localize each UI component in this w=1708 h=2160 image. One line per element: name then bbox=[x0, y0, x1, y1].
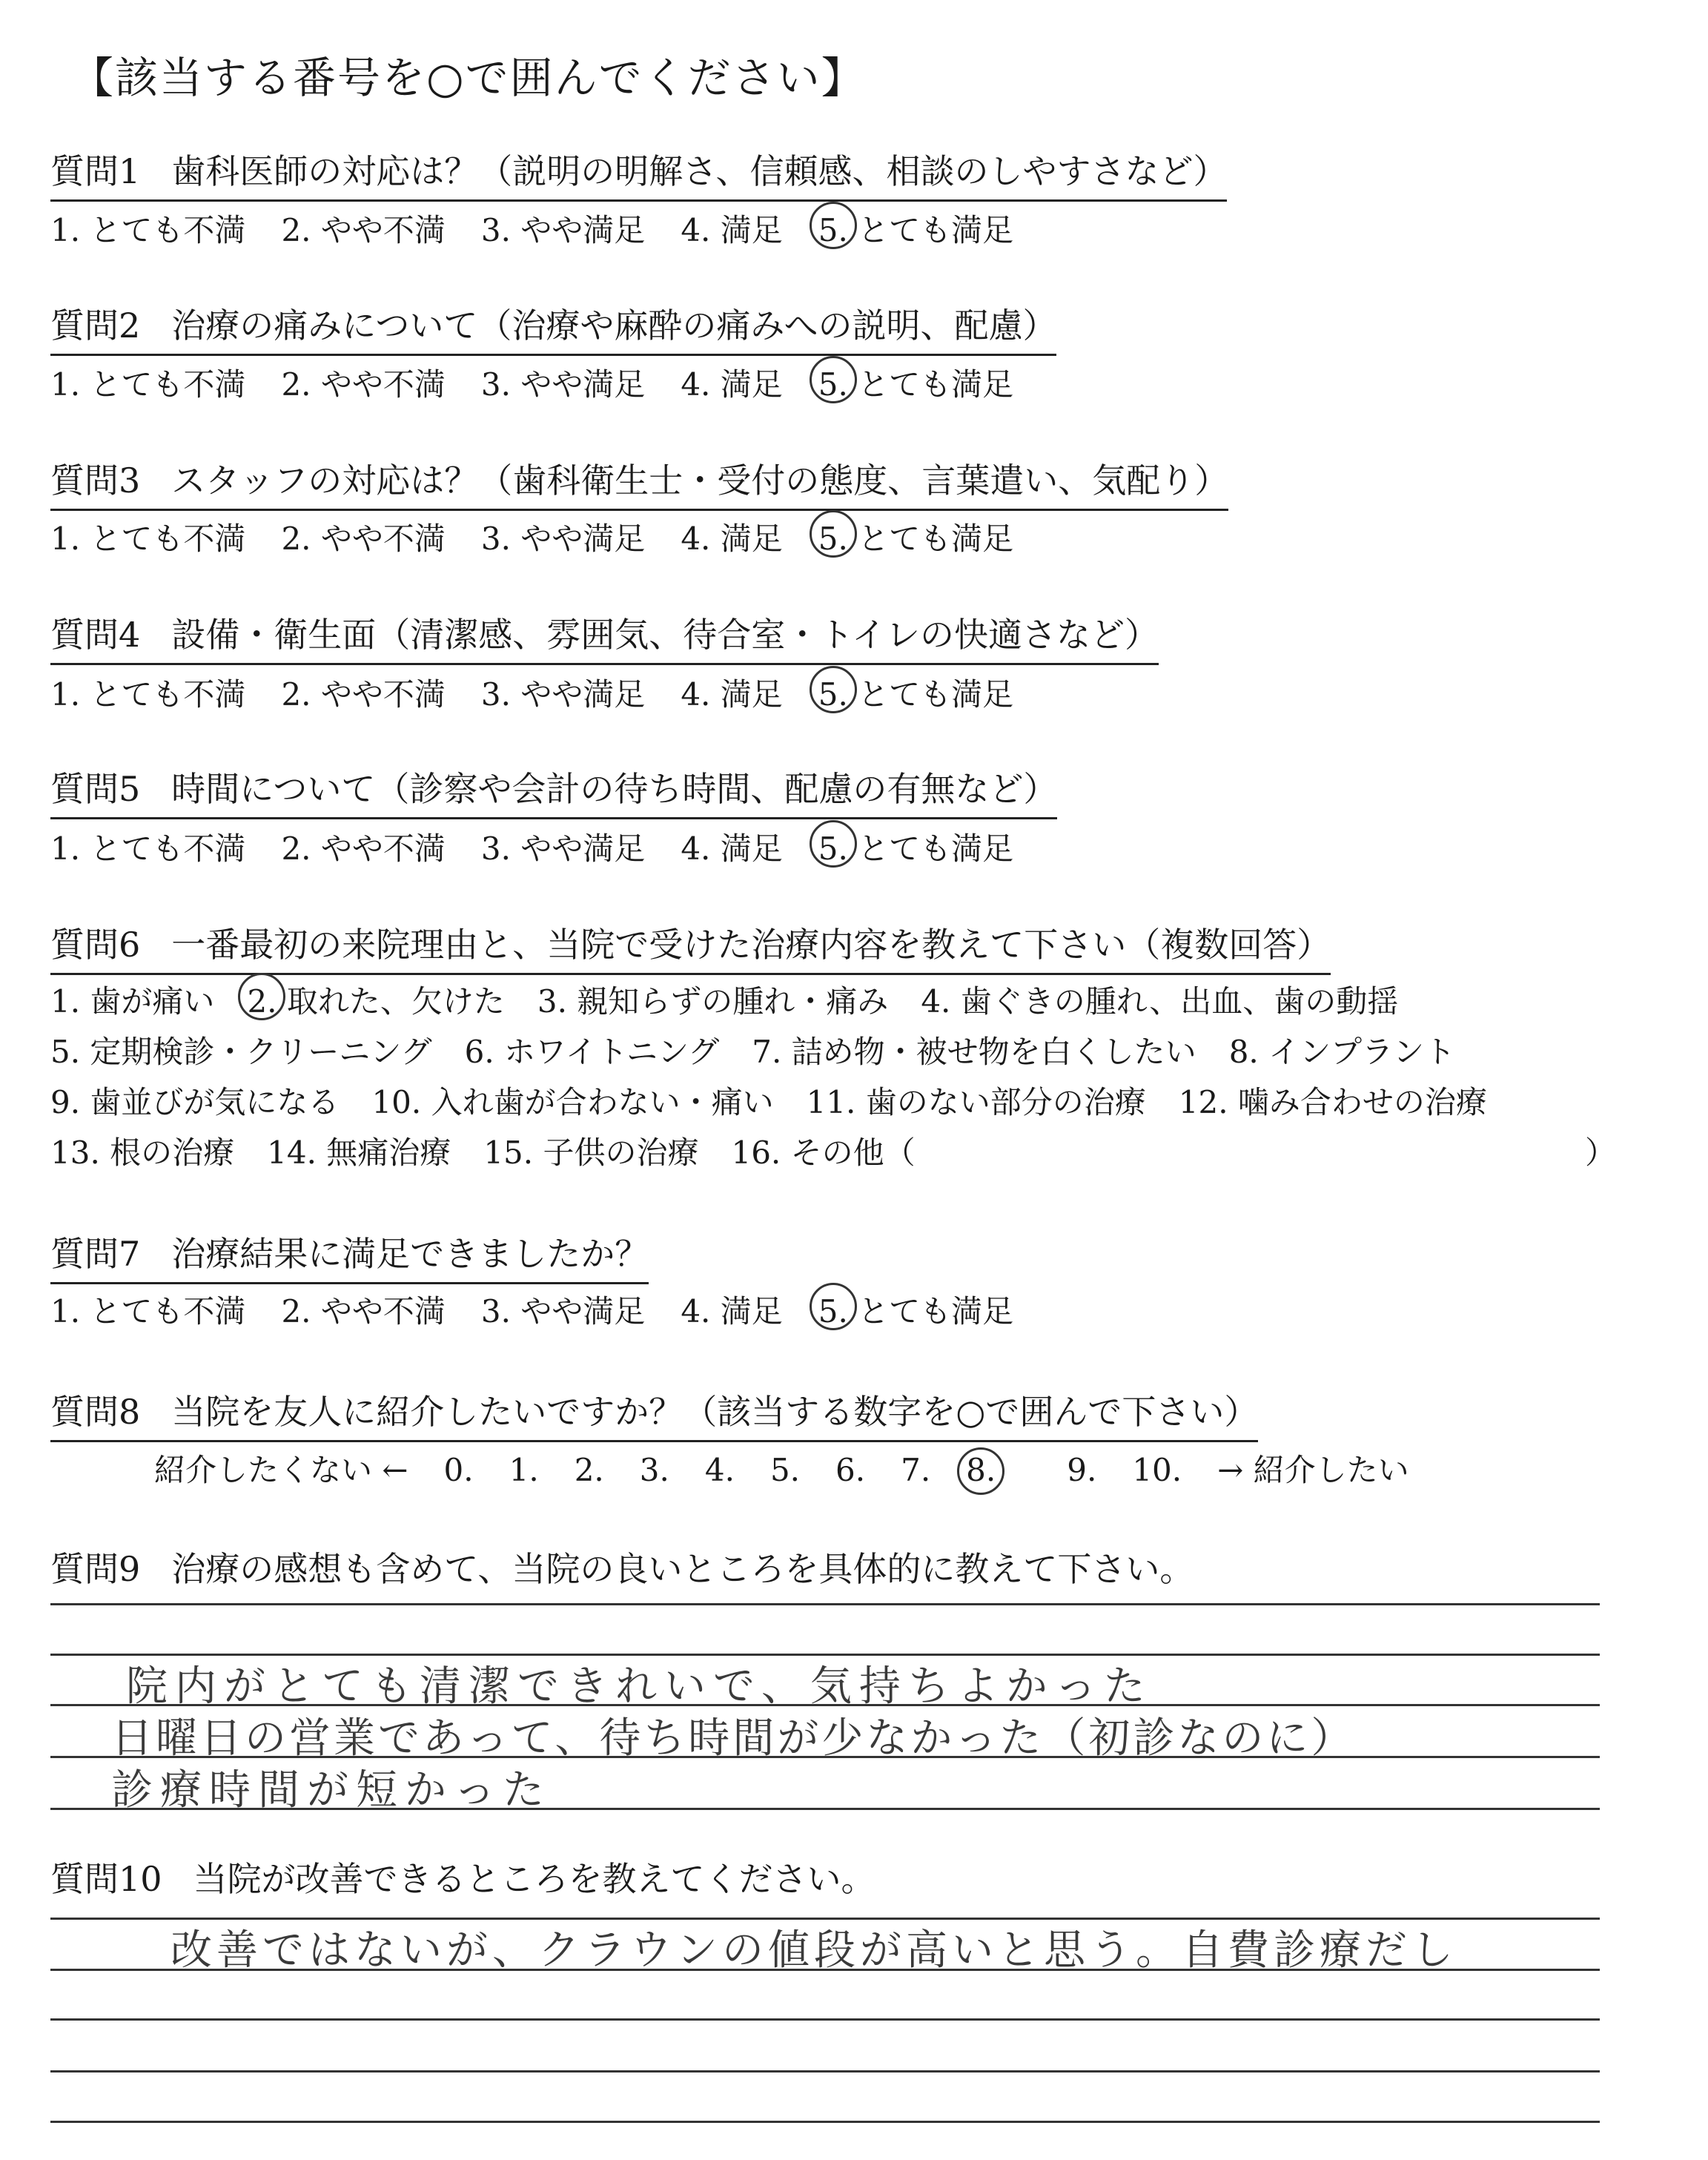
q10-answer[interactable]: 改善ではないが、クラウンの値段が高いと思う。自費診療だし bbox=[171, 1926, 1457, 1975]
q6-option-8[interactable]: 8. インプラント bbox=[1228, 1034, 1456, 1070]
question-3: 質問3 スタッフの対応は？（歯科衛生士・受付の態度、言葉遣い、気配り） bbox=[50, 454, 1228, 511]
q5-option-1[interactable]: 1. とても不満 bbox=[50, 830, 246, 867]
q2-options bbox=[50, 360, 1049, 405]
q3-option-1[interactable]: 1. とても不満 bbox=[50, 521, 246, 557]
q6-option-11[interactable]: 11. 歯のない部分の治療 bbox=[806, 1084, 1146, 1120]
q7-options bbox=[50, 1287, 1049, 1332]
q6-option-12[interactable]: 12. 噛み合わせの治療 bbox=[1178, 1084, 1487, 1120]
q4-option-4[interactable]: 4. 満足 bbox=[681, 676, 783, 713]
q7-option-5[interactable]: 5. とても満足 bbox=[818, 1287, 1013, 1332]
answer-line bbox=[50, 2018, 1600, 2021]
q6-option-4[interactable]: 4. 歯ぐきの腫れ、出血、歯の動揺 bbox=[921, 983, 1399, 1020]
q6-option-1[interactable]: 1. 歯が痛い bbox=[50, 983, 215, 1020]
scale-right-label: → 紹介したい bbox=[1217, 1452, 1409, 1488]
q7-option-1[interactable]: 1. とても不満 bbox=[50, 1293, 246, 1330]
question-8: 質問8 当院を友人に紹介したいですか？（該当する数字を○で囲んで下さい） bbox=[50, 1385, 1258, 1442]
q8-scale bbox=[154, 1446, 1445, 1490]
q3-option-4[interactable]: 4. 満足 bbox=[681, 521, 783, 557]
scale-left-label: 紹介したくない ← bbox=[154, 1452, 408, 1488]
q4-option-1[interactable]: 1. とても不満 bbox=[50, 676, 246, 713]
q6-option-13[interactable]: 13. 根の治療 bbox=[50, 1135, 235, 1171]
answer-line bbox=[50, 2070, 1600, 2073]
q1-options bbox=[50, 206, 1049, 251]
q4-option-5[interactable]: 5. とても満足 bbox=[818, 670, 1013, 715]
selection-circle bbox=[238, 973, 285, 1020]
scale-1[interactable]: 1. bbox=[509, 1452, 539, 1488]
q1-option-5[interactable]: 5. とても満足 bbox=[818, 206, 1013, 251]
selection-circle bbox=[810, 1283, 857, 1330]
q3-option-3[interactable]: 3. やや満足 bbox=[480, 521, 646, 557]
selection-circle bbox=[810, 202, 857, 249]
q6-option-14[interactable]: 14. 無痛治療 bbox=[267, 1135, 451, 1171]
scale-5[interactable]: 5. bbox=[769, 1452, 801, 1488]
q5-options bbox=[50, 825, 1049, 869]
question-1: 質問1 歯科医師の対応は？（説明の明解さ、信頼感、相談のしやすさなど） bbox=[50, 145, 1227, 202]
q6-row-3 bbox=[50, 1078, 1520, 1123]
question-10: 質問10 当院が改善できるところを教えてください。 bbox=[50, 1859, 875, 1899]
q5-option-3[interactable]: 3. やや満足 bbox=[480, 830, 646, 867]
q2-option-1[interactable]: 1. とても不満 bbox=[50, 366, 246, 403]
q9-answer-line-1[interactable]: 院内がとても清潔できれいで、気持ちよかった bbox=[126, 1662, 1153, 1711]
q9-answer-line-2[interactable]: 日曜日の営業であって、待ち時間が少なかった（初診なのに） bbox=[111, 1714, 1356, 1763]
answer-line bbox=[50, 1603, 1600, 1605]
q7-option-3[interactable]: 3. やや満足 bbox=[480, 1293, 646, 1330]
q3-options bbox=[50, 515, 1049, 559]
q7-option-4[interactable]: 4. 満足 bbox=[681, 1293, 783, 1330]
question-5: 質問5 時間について（診察や会計の待ち時間、配慮の有無など） bbox=[50, 762, 1057, 819]
scale-7[interactable]: 7. bbox=[901, 1452, 931, 1488]
q2-option-5[interactable]: 5. とても満足 bbox=[818, 360, 1013, 405]
q6-option-16[interactable]: 16. その他（ bbox=[731, 1135, 916, 1171]
question-6: 質問6 一番最初の来院理由と、当院で受けた治療内容を教えて下さい（複数回答） bbox=[50, 918, 1331, 975]
question-9: 質問9 治療の感想も含めて、当院の良いところを具体的に教えて下さい。 bbox=[50, 1549, 1194, 1589]
q6-option-9[interactable]: 9. 歯並びが気になる bbox=[50, 1084, 340, 1120]
question-7: 質問7 治療結果に満足できましたか？ bbox=[50, 1227, 649, 1284]
q9-answer-line-3[interactable]: 診療時間が短かった bbox=[111, 1766, 552, 1814]
form-title: 【該当する番号を○で囲んでください】 bbox=[70, 53, 866, 103]
q6-option-3[interactable]: 3. 親知らずの腫れ・痛み bbox=[537, 983, 889, 1020]
q5-option-4[interactable]: 4. 満足 bbox=[681, 830, 783, 867]
scale-0[interactable]: 0. bbox=[443, 1452, 474, 1488]
other-close-paren: ） bbox=[1585, 1135, 1617, 1171]
q1-option-2[interactable]: 2. やや不満 bbox=[281, 212, 446, 248]
q1-option-3[interactable]: 3. やや満足 bbox=[480, 212, 646, 248]
q6-row-1 bbox=[50, 977, 1431, 1022]
q6-option-5[interactable]: 5. 定期検診・クリーニング bbox=[50, 1034, 432, 1070]
scale-10[interactable]: 10. bbox=[1132, 1452, 1182, 1488]
q6-option-15[interactable]: 15. 子供の治療 bbox=[483, 1135, 699, 1171]
q4-options bbox=[50, 670, 1049, 715]
q1-option-1[interactable]: 1. とても不満 bbox=[50, 212, 246, 248]
q7-option-2[interactable]: 2. やや不満 bbox=[281, 1293, 446, 1330]
q4-option-3[interactable]: 3. やや満足 bbox=[480, 676, 646, 713]
q5-option-2[interactable]: 2. やや不満 bbox=[281, 830, 446, 867]
q3-option-5[interactable]: 5. とても満足 bbox=[818, 515, 1013, 559]
q3-option-2[interactable]: 2. やや不満 bbox=[281, 521, 446, 557]
selection-circle bbox=[810, 820, 857, 868]
selection-circle bbox=[810, 510, 857, 558]
q6-option-6[interactable]: 6. ホワイトニング bbox=[464, 1034, 720, 1070]
question-4: 質問4 設備・衛生面（清潔感、雰囲気、待合室・トイレの快適さなど） bbox=[50, 608, 1159, 665]
scale-9[interactable]: 9. bbox=[1067, 1452, 1097, 1488]
q4-option-2[interactable]: 2. やや不満 bbox=[281, 676, 446, 713]
q6-option-2[interactable]: 2. 取れた、欠けた bbox=[247, 977, 504, 1022]
answer-line bbox=[50, 2121, 1600, 2123]
q2-option-2[interactable]: 2. やや不満 bbox=[281, 366, 446, 403]
scale-2[interactable]: 2. bbox=[574, 1452, 604, 1488]
selection-circle bbox=[810, 666, 857, 713]
selection-circle bbox=[810, 356, 857, 403]
q5-option-5[interactable]: 5. とても満足 bbox=[818, 825, 1013, 869]
q6-row-4 bbox=[50, 1129, 1617, 1173]
scale-4[interactable]: 4. bbox=[704, 1452, 735, 1488]
scale-6[interactable]: 6. bbox=[835, 1452, 866, 1488]
q2-option-3[interactable]: 3. やや満足 bbox=[480, 366, 646, 403]
q2-option-4[interactable]: 4. 満足 bbox=[681, 366, 783, 403]
scale-3[interactable]: 3. bbox=[639, 1452, 669, 1488]
question-2: 質問2 治療の痛みについて（治療や麻酔の痛みへの説明、配慮） bbox=[50, 299, 1056, 356]
q1-option-4[interactable]: 4. 満足 bbox=[681, 212, 783, 248]
q6-option-7[interactable]: 7. 詰め物・被せ物を白くしたい bbox=[752, 1034, 1196, 1070]
q6-row-2 bbox=[50, 1028, 1488, 1072]
q6-option-10[interactable]: 10. 入れ歯が合わない・痛い bbox=[371, 1084, 774, 1120]
scale-8[interactable]: 8. bbox=[966, 1452, 1031, 1488]
